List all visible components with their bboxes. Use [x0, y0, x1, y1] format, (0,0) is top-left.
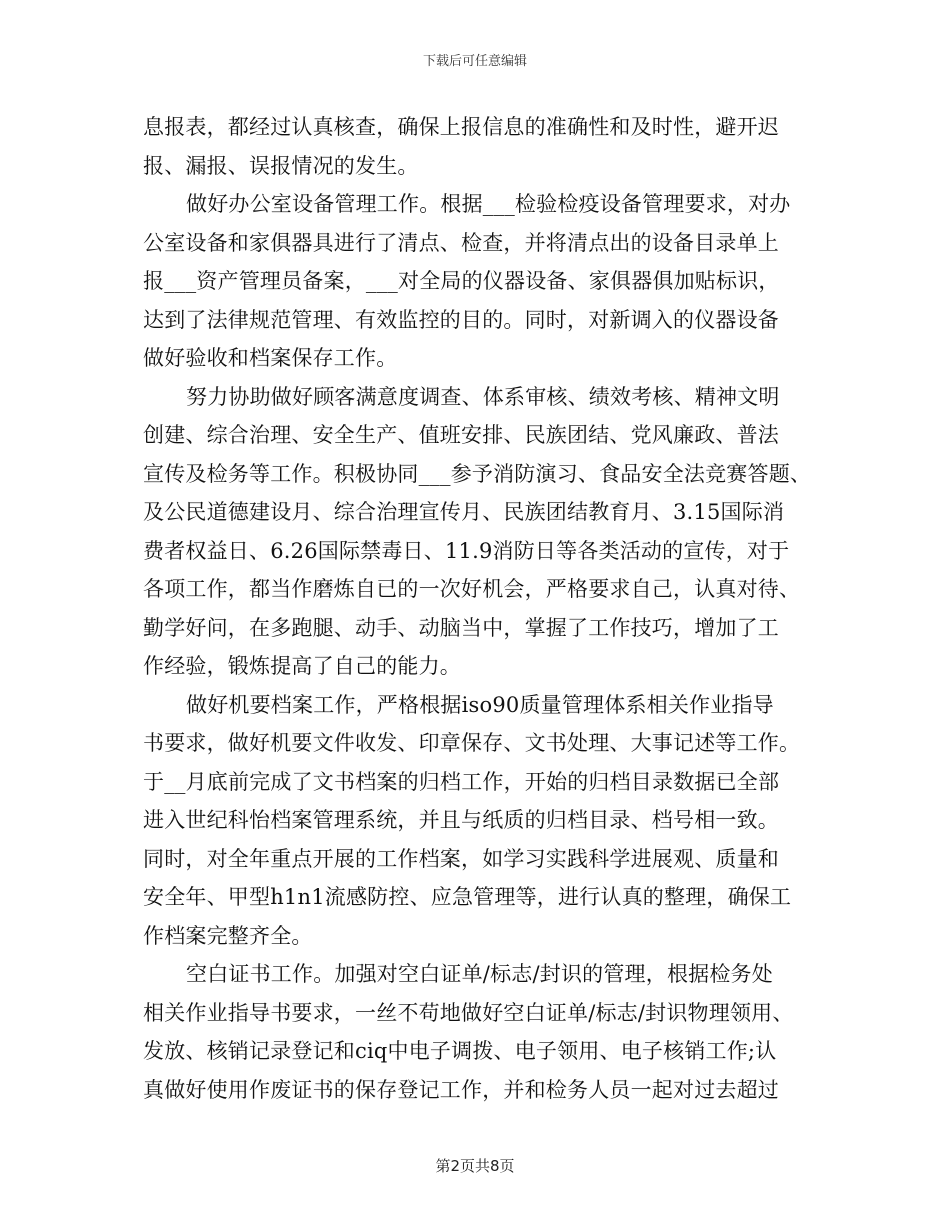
paragraph-start-line: 空白证书工作。加强对空白证单/标志/封识的管理，根据检务处 — [186, 962, 773, 986]
text-line: 于__月底前完成了文书档案的归档工作，开始的归档目录数据已全部 — [143, 769, 780, 794]
text-line: 发放、核销记录登记和ciq中电子调拨、电子领用、电子核销工作;认 — [143, 1039, 777, 1063]
paragraph-start-line: 做好办公室设备管理工作。根据___检验检疫设备管理要求，对办 — [186, 192, 791, 216]
paragraph-start-line: 做好机要档案工作，严格根据iso90质量管理体系相关作业指导 — [186, 692, 774, 717]
text-line: 宣传及检务等工作。积极协同___参予消防演习、食品安全法竞赛答题、 — [143, 461, 812, 486]
text-line: 同时，对全年重点开展的工作档案，如学习实践科学进展观、质量和 — [143, 846, 779, 871]
document-body — [143, 108, 823, 1109]
text-line: 勤学好问，在多跑腿、动手、动脑当中，掌握了工作技巧，增加了工 — [143, 615, 779, 640]
text-line: 安全年、甲型h1n1流感防控、应急管理等，进行认真的整理，确保工 — [143, 885, 792, 909]
text-line: 真做好使用作废证书的保存登记工作，并和检务人员一起对过去超过 — [143, 1077, 779, 1102]
text-line: 作经验，锻炼提高了自己的能力。 — [143, 654, 461, 678]
text-line: 进入世纪科怡档案管理系统，并且与纸质的归档目录、档号相一致。 — [143, 808, 779, 832]
text-line: 报___资产管理员备案，___对全局的仪器设备、家俱器俱加贴标识， — [143, 269, 780, 293]
text-line: 费者权益日、6.26国际禁毒日、11.9消防日等各类活动的宣传，对于 — [143, 538, 790, 563]
text-line: 及公民道德建设月、综合治理宣传月、民族团结教育月、3.15国际消 — [143, 500, 785, 524]
text-line: 各项工作，都当作磨炼自已的一次好机会，严格要求自己，认真对待、 — [143, 577, 801, 601]
text-line: 息报表，都经过认真核查，确保上报信息的准确性和及时性，避开迟 — [143, 115, 779, 139]
text-line: 相关作业指导书要求，一丝不苟地做好空白证单/标志/封识物理领用、 — [143, 1000, 794, 1025]
text-line: 创建、综合治理、安全生产、值班安排、民族团结、党风廉政、普法 — [143, 423, 779, 447]
text-line: 报、漏报、误报情况的发生。 — [143, 153, 419, 178]
text-line: 作档案完整齐全。 — [143, 923, 313, 948]
text-line: 公室设备和家俱器具进行了清点、检查，并将清点出的设备目录单上 — [143, 230, 779, 255]
page-header: 下载后可任意编辑 — [422, 54, 527, 69]
text-line: 书要求，做好机要文件收发、印章保存、文书处理、大事记述等工作。 — [143, 731, 801, 755]
page-footer: 第2页共8页 — [435, 1157, 515, 1175]
paragraph-start-line: 努力协助做好顾客满意度调查、体系审核、绩效考核、精神文明 — [186, 384, 780, 409]
text-line: 达到了法律规范管理、有效监控的目的。同时，对新调入的仪器设备 — [143, 307, 779, 332]
text-line: 做好验收和档案保存工作。 — [143, 346, 398, 370]
